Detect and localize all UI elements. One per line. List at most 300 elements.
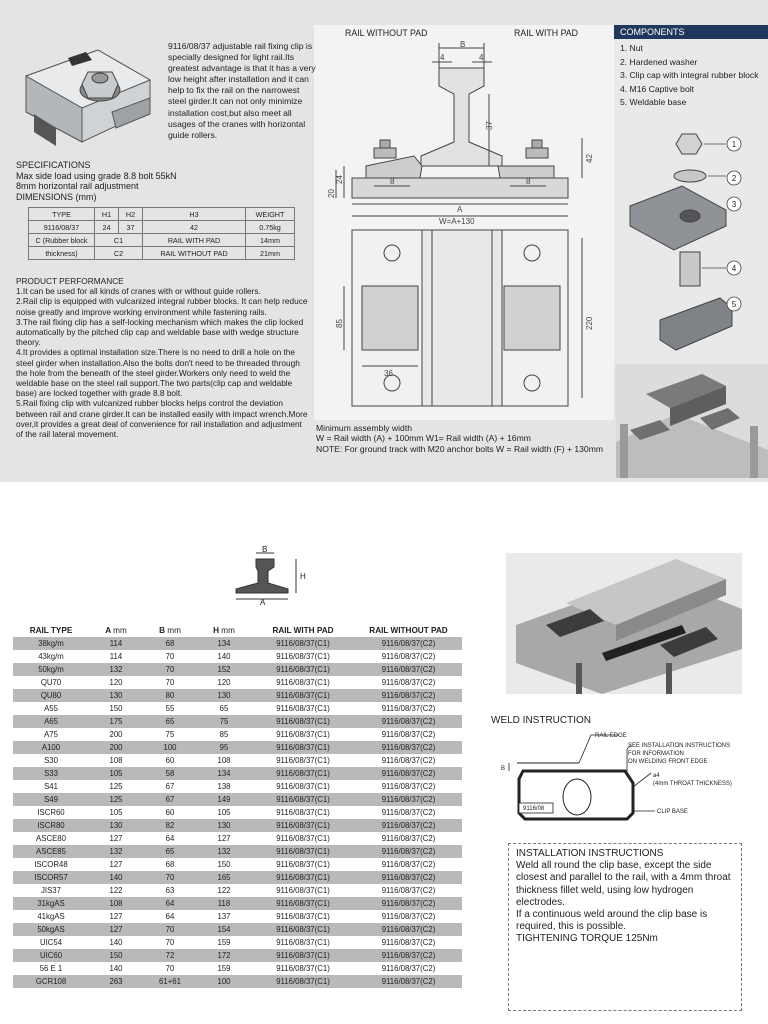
- a-cell: 140: [89, 871, 143, 884]
- a-cell: 122: [89, 884, 143, 897]
- with-pad-cell: 9116/08/37(C1): [251, 858, 355, 871]
- without-pad-cell: 9116/08/37(C2): [355, 845, 462, 858]
- table-row: [13, 962, 462, 975]
- rail-type-cell: ISCOR48: [13, 858, 89, 871]
- h-cell: 159: [197, 936, 251, 949]
- rail-type-cell: UIC54: [13, 936, 89, 949]
- col-header-with-pad: RAIL WITH PAD: [251, 623, 355, 637]
- b-cell: 80: [143, 689, 197, 702]
- weld-label-see-2: FOR INFORMATION: [628, 751, 684, 757]
- table-row: [13, 936, 462, 949]
- h-cell: 65: [197, 702, 251, 715]
- rail-with-pad-label: RAIL WITH PAD: [514, 28, 579, 38]
- component-item: 2. Hardened washer: [620, 56, 698, 67]
- b-cell: 75: [143, 728, 197, 741]
- b-cell: 70: [143, 923, 197, 936]
- rail-type-cell: A55: [13, 702, 89, 715]
- h-cell: 75: [197, 715, 251, 728]
- a-cell: 130: [89, 819, 143, 832]
- without-pad-cell: 9116/08/37(C2): [355, 936, 462, 949]
- performance-item: 4.It provides a optimal installation size.There is no need to drill a hole on the steel girder when installation.Also the bolts don't need to be threaded through the hole from the beneath of the steel girder.Workers only need to weld the weldable base on the steel rail support.The two parts(clip cap and weldable base) are locked together with grade 8.8 bolt.: [16, 347, 300, 399]
- install-paragraph: Weld all round the clip base, except the side closest and parallel to the rail, with a 4mm throat thickness fillet weld, using low hydrogen electrodes.: [516, 860, 731, 908]
- weldable-base-icon: [660, 298, 732, 350]
- without-pad-cell: 9116/08/37(C2): [355, 819, 462, 832]
- a-cell: 132: [89, 663, 143, 676]
- with-pad-cell: 9116/08/37(C1): [251, 897, 355, 910]
- dim-label-24: 24: [335, 175, 344, 184]
- table-row: [13, 949, 462, 962]
- without-pad-cell: 9116/08/37(C2): [355, 975, 462, 988]
- without-pad-cell: 9116/08/37(C2): [355, 897, 462, 910]
- dim-label-37: 37: [485, 121, 494, 130]
- a-cell: 140: [89, 962, 143, 975]
- table-row: [13, 637, 462, 650]
- h-cell: 100: [197, 975, 251, 988]
- profile-label-h: H: [300, 572, 306, 581]
- h-cell: 152: [197, 663, 251, 676]
- rail-type-cell: S49: [13, 793, 89, 806]
- with-pad-cell: 9116/08/37(C1): [251, 793, 355, 806]
- with-pad-cell: 9116/08/37(C1): [251, 728, 355, 741]
- rail-type-cell: 50kg/m: [13, 663, 89, 676]
- dim-header: TYPE: [29, 208, 95, 221]
- h-cell: 130: [197, 819, 251, 832]
- profile-label-a: A: [260, 598, 266, 605]
- rail-type-cell: ASCE80: [13, 832, 89, 845]
- a-cell: 130: [89, 689, 143, 702]
- dim-cell: C2: [95, 247, 143, 260]
- components-header: COMPONENTS: [614, 25, 768, 39]
- table-row: [13, 689, 462, 702]
- rail-type-cell: A100: [13, 741, 89, 754]
- a-cell: 127: [89, 923, 143, 936]
- dim-cell: RAIL WITH PAD: [143, 234, 246, 247]
- rail-clip-technical-drawing: [314, 38, 614, 418]
- h-cell: 149: [197, 793, 251, 806]
- components-list: [620, 42, 766, 110]
- dim-label-8: 8: [390, 177, 395, 186]
- with-pad-cell: 9116/08/37(C1): [251, 715, 355, 728]
- b-cell: 67: [143, 793, 197, 806]
- with-pad-cell: 9116/08/37(C1): [251, 975, 355, 988]
- weld-label-rail-edge: RAIL EDGE: [595, 733, 627, 739]
- dim-cell: 14mm: [246, 234, 295, 247]
- dimensions-header-row: [29, 208, 295, 221]
- h-cell: 134: [197, 767, 251, 780]
- table-row: [13, 884, 462, 897]
- without-pad-cell: 9116/08/37(C2): [355, 754, 462, 767]
- b-cell: 70: [143, 676, 197, 689]
- with-pad-cell: 9116/08/37(C1): [251, 806, 355, 819]
- install-torque: TIGHTENING TORQUE 125Nm: [516, 933, 658, 945]
- performance-title: PRODUCT PERFORMANCE: [16, 276, 124, 286]
- col-header-b: [143, 623, 197, 637]
- with-pad-cell: 9116/08/37(C1): [251, 884, 355, 897]
- without-pad-cell: 9116/08/37(C2): [355, 832, 462, 845]
- a-cell: 150: [89, 949, 143, 962]
- a-cell: 105: [89, 767, 143, 780]
- rail-type-cell: QU70: [13, 676, 89, 689]
- b-cell: 58: [143, 767, 197, 780]
- installation-photo-top: [616, 364, 768, 478]
- dim-label-w: W=A+130: [439, 217, 475, 226]
- h-cell: 165: [197, 871, 251, 884]
- dim-label-4: 4: [440, 53, 445, 62]
- b-cell: 67: [143, 780, 197, 793]
- without-pad-cell: 9116/08/37(C2): [355, 650, 462, 663]
- performance-item: 3.The rail fixing clip has a self-locking mechanism which makes the clip locked automatically by the pitched clip cap and weldable base with wedge structure theory.: [16, 316, 304, 348]
- without-pad-cell: 9116/08/37(C2): [355, 949, 462, 962]
- a-cell: 108: [89, 754, 143, 767]
- h-cell: 120: [197, 676, 251, 689]
- h-cell: 132: [197, 845, 251, 858]
- dimensions-row: [29, 234, 295, 247]
- minimum-assembly-width: [316, 423, 616, 454]
- dim-header: WEIGHT: [246, 208, 295, 221]
- table-row: [13, 923, 462, 936]
- install-paragraph: If a continuous weld around the clip base is required, this is possible.: [516, 909, 708, 933]
- rail-type-cell: ASCE85: [13, 845, 89, 858]
- dim-cell: 37: [119, 221, 143, 234]
- spec-line: Max side load using grade 8.8 bolt 55kN: [16, 170, 177, 181]
- component-item: 3. Clip cap with integral rubber block: [620, 70, 759, 81]
- weld-label-b: B: [501, 766, 506, 772]
- b-cell: 68: [143, 637, 197, 650]
- without-pad-cell: 9116/08/37(C2): [355, 767, 462, 780]
- a-cell: 125: [89, 780, 143, 793]
- col-header-rail-type: RAIL TYPE: [13, 623, 89, 637]
- weld-instruction-title: WELD INSTRUCTION: [491, 715, 591, 726]
- table-row: [13, 975, 462, 988]
- rail-type-cell: S30: [13, 754, 89, 767]
- col-header-h: [197, 623, 251, 637]
- col-header-h-unit: mm: [221, 625, 235, 635]
- table-row: [13, 871, 462, 884]
- b-cell: 65: [143, 845, 197, 858]
- without-pad-cell: 9116/08/37(C2): [355, 806, 462, 819]
- h-cell: 137: [197, 910, 251, 923]
- with-pad-cell: 9116/08/37(C1): [251, 754, 355, 767]
- b-cell: 70: [143, 663, 197, 676]
- without-pad-cell: 9116/08/37(C2): [355, 793, 462, 806]
- rail-clip-image: [12, 36, 160, 156]
- dim-label-a: A: [457, 205, 463, 214]
- table-row: [13, 845, 462, 858]
- without-pad-cell: 9116/08/37(C2): [355, 962, 462, 975]
- washer-icon: [674, 170, 706, 182]
- with-pad-cell: 9116/08/37(C1): [251, 767, 355, 780]
- h-cell: 118: [197, 897, 251, 910]
- clip-cap-icon: [630, 186, 726, 250]
- col-header-a-label: A: [105, 625, 111, 635]
- col-header-b-unit: mm: [167, 625, 181, 635]
- rail-type-cell: 50kgAS: [13, 923, 89, 936]
- table-row: [13, 728, 462, 741]
- weld-label-throat: (4mm THROAT THICKNESS): [653, 781, 732, 787]
- dimensions-row: [29, 247, 295, 260]
- dim-cell-c-label: C (Rubber block: [29, 234, 95, 247]
- performance-item: 5.Rail fixing clip with vulcanized rubber blocks helps control the deviation between rail and crane girder.It can be installed easily with impact wrench.More over,it provides a great deal of convenience for rail installation and adjustment of the rail lateral movement.: [16, 398, 308, 440]
- dim-label-4: 4: [479, 53, 484, 62]
- dim-cell: RAIL WITHOUT PAD: [143, 247, 246, 260]
- with-pad-cell: 9116/08/37(C1): [251, 832, 355, 845]
- performance-item: 2.Rail clip is equipped with vulcanized integral rubber blocks. It can help reduce noise greatly and improve working environment while fastening rails.: [16, 296, 308, 317]
- callout-4: 4: [731, 264, 737, 273]
- dim-cell: 9116/08/37: [29, 221, 95, 234]
- without-pad-cell: 9116/08/37(C2): [355, 923, 462, 936]
- without-pad-cell: 9116/08/37(C2): [355, 689, 462, 702]
- h-cell: 130: [197, 689, 251, 702]
- without-pad-cell: 9116/08/37(C2): [355, 637, 462, 650]
- b-cell: 70: [143, 871, 197, 884]
- a-cell: 200: [89, 728, 143, 741]
- h-cell: 134: [197, 637, 251, 650]
- without-pad-cell: 9116/08/37(C2): [355, 728, 462, 741]
- b-cell: 60: [143, 806, 197, 819]
- dim-cell: 24: [95, 221, 119, 234]
- weld-label-a4: a4: [653, 773, 660, 779]
- weld-label-see-3: ON WELDING FRONT EDGE: [628, 759, 708, 765]
- b-cell: 64: [143, 910, 197, 923]
- b-cell: 70: [143, 650, 197, 663]
- rail-type-cell: 38kg/m: [13, 637, 89, 650]
- without-pad-cell: 9116/08/37(C2): [355, 715, 462, 728]
- without-pad-cell: 9116/08/37(C2): [355, 910, 462, 923]
- col-header-a: [89, 623, 143, 637]
- weld-label-see-1: SEE INSTALLATION INSTRUCTIONS: [628, 743, 731, 749]
- with-pad-cell: 9116/08/37(C1): [251, 637, 355, 650]
- rail-type-cell: S33: [13, 767, 89, 780]
- dim-label-8: 8: [526, 177, 531, 186]
- b-cell: 70: [143, 936, 197, 949]
- table-row: [13, 754, 462, 767]
- a-cell: 140: [89, 936, 143, 949]
- min-width-note: NOTE: For ground track with M20 anchor bolts W = Rail width (F) + 130mm: [316, 443, 604, 454]
- spec-line: 8mm horizontal rail adjustment: [16, 181, 139, 192]
- with-pad-cell: 9116/08/37(C1): [251, 650, 355, 663]
- table-row: [13, 780, 462, 793]
- with-pad-cell: 9116/08/37(C1): [251, 676, 355, 689]
- dim-header: H2: [119, 208, 143, 221]
- rail-without-pad-label: RAIL WITHOUT PAD: [345, 28, 428, 38]
- b-cell: 70: [143, 962, 197, 975]
- table-row: [13, 910, 462, 923]
- without-pad-cell: 9116/08/37(C2): [355, 663, 462, 676]
- b-cell: 55: [143, 702, 197, 715]
- callout-1: 1: [731, 140, 737, 149]
- rail-type-cell: A75: [13, 728, 89, 741]
- component-item: 4. M16 Captive bolt: [620, 83, 695, 94]
- rail-type-cell: GCR108: [13, 975, 89, 988]
- min-width-line: Minimum assembly width: [316, 423, 412, 433]
- b-cell: 63: [143, 884, 197, 897]
- table-row: [13, 663, 462, 676]
- weld-label-clip-base: CLIP BASE: [657, 809, 688, 815]
- component-item: 1. Nut: [620, 43, 643, 53]
- weld-diagram: [495, 727, 745, 832]
- callout-5: 5: [731, 300, 737, 309]
- dim-label-20: 20: [327, 189, 336, 198]
- dim-cell-c-label: thickness): [29, 247, 95, 260]
- rail-type-cell: 56 E 1: [13, 962, 89, 975]
- h-cell: 140: [197, 650, 251, 663]
- with-pad-cell: 9116/08/37(C1): [251, 663, 355, 676]
- rail-type-cell: JIS37: [13, 884, 89, 897]
- table-row: [13, 767, 462, 780]
- rail-type-cell: 43kg/m: [13, 650, 89, 663]
- b-cell: 64: [143, 897, 197, 910]
- a-cell: 127: [89, 910, 143, 923]
- exploded-components-view: [620, 128, 766, 360]
- table-row: [13, 819, 462, 832]
- without-pad-cell: 9116/08/37(C2): [355, 884, 462, 897]
- a-cell: 114: [89, 637, 143, 650]
- dim-cell: 42: [143, 221, 246, 234]
- rail-table-header-row: [13, 623, 462, 637]
- dimensions-row: [29, 221, 295, 234]
- h-cell: 108: [197, 754, 251, 767]
- dim-cell: 21mm: [246, 247, 295, 260]
- product-performance: [16, 276, 311, 439]
- h-cell: 95: [197, 741, 251, 754]
- rail-type-cell: S41: [13, 780, 89, 793]
- with-pad-cell: 9116/08/37(C1): [251, 845, 355, 858]
- a-cell: 120: [89, 676, 143, 689]
- rail-type-cell: ISCR60: [13, 806, 89, 819]
- captive-bolt-icon: [680, 252, 700, 286]
- with-pad-cell: 9116/08/37(C1): [251, 910, 355, 923]
- table-row: [13, 650, 462, 663]
- with-pad-cell: 9116/08/37(C1): [251, 741, 355, 754]
- dim-cell: 0.75kg: [246, 221, 295, 234]
- table-row: [13, 715, 462, 728]
- without-pad-cell: 9116/08/37(C2): [355, 702, 462, 715]
- without-pad-cell: 9116/08/37(C2): [355, 858, 462, 871]
- table-row: [13, 858, 462, 871]
- col-header-h-label: H: [213, 625, 219, 635]
- without-pad-cell: 9116/08/37(C2): [355, 780, 462, 793]
- h-cell: 127: [197, 832, 251, 845]
- rail-profile-sketch: [230, 545, 320, 605]
- dim-header: H1: [95, 208, 119, 221]
- table-row: [13, 793, 462, 806]
- product-intro: 9116/08/37 adjustable rail fixing clip is specially designed for light rail.Its greatest advantage is that it has a very low height after installation and it can help to fix the rail on the narrowest steel girder.It can not only minimize installation cost,but also meet all usages of the cranes with horizontal guide rollers.: [168, 41, 316, 140]
- h-cell: 154: [197, 923, 251, 936]
- dim-label-36: 36: [384, 369, 393, 378]
- install-title: INSTALLATION INSTRUCTIONS: [516, 848, 664, 859]
- with-pad-cell: 9116/08/37(C1): [251, 936, 355, 949]
- dimensions-table: [28, 207, 295, 260]
- callout-2: 2: [731, 174, 737, 183]
- specifications: [16, 160, 306, 202]
- dim-label-220: 220: [585, 316, 594, 330]
- table-row: [13, 676, 462, 689]
- dim-label-b: B: [460, 40, 466, 49]
- weld-label-part-no: 9116/08: [523, 806, 545, 812]
- a-cell: 105: [89, 806, 143, 819]
- table-row: [13, 897, 462, 910]
- table-row: [13, 741, 462, 754]
- b-cell: 64: [143, 832, 197, 845]
- a-cell: 200: [89, 741, 143, 754]
- with-pad-cell: 9116/08/37(C1): [251, 949, 355, 962]
- h-cell: 85: [197, 728, 251, 741]
- with-pad-cell: 9116/08/37(C1): [251, 962, 355, 975]
- a-cell: 127: [89, 858, 143, 871]
- a-cell: 108: [89, 897, 143, 910]
- h-cell: 159: [197, 962, 251, 975]
- a-cell: 125: [89, 793, 143, 806]
- component-item: 5. Weldable base: [620, 97, 687, 108]
- dim-header: H3: [143, 208, 246, 221]
- profile-label-b: B: [262, 545, 268, 554]
- h-cell: 150: [197, 858, 251, 871]
- dim-label-42: 42: [585, 154, 594, 163]
- b-cell: 100: [143, 741, 197, 754]
- col-header-b-label: B: [159, 625, 165, 635]
- dim-label-85: 85: [335, 319, 344, 328]
- rail-type-cell: 31kgAS: [13, 897, 89, 910]
- dim-cell: C1: [95, 234, 143, 247]
- h-cell: 138: [197, 780, 251, 793]
- a-cell: 175: [89, 715, 143, 728]
- with-pad-cell: 9116/08/37(C1): [251, 689, 355, 702]
- rail-type-cell: QU80: [13, 689, 89, 702]
- rail-type-table: [13, 623, 462, 988]
- spec-line: DIMENSIONS (mm): [16, 191, 97, 202]
- rail-type-cell: 41kgAS: [13, 910, 89, 923]
- rail-type-cell: UIC60: [13, 949, 89, 962]
- b-cell: 72: [143, 949, 197, 962]
- rail-type-cell: ISCR80: [13, 819, 89, 832]
- a-cell: 263: [89, 975, 143, 988]
- with-pad-cell: 9116/08/37(C1): [251, 871, 355, 884]
- nut-icon: [676, 134, 702, 154]
- h-cell: 105: [197, 806, 251, 819]
- h-cell: 172: [197, 949, 251, 962]
- specifications-title: SPECIFICATIONS: [16, 160, 91, 170]
- with-pad-cell: 9116/08/37(C1): [251, 819, 355, 832]
- min-width-line: W = Rail width (A) + 100mm W1= Rail width (A) + 16mm: [316, 433, 531, 444]
- table-row: [13, 806, 462, 819]
- a-cell: 127: [89, 832, 143, 845]
- b-cell: 60: [143, 754, 197, 767]
- b-cell: 65: [143, 715, 197, 728]
- table-row: [13, 832, 462, 845]
- callout-3: 3: [731, 200, 737, 209]
- b-cell: 82: [143, 819, 197, 832]
- with-pad-cell: 9116/08/37(C1): [251, 702, 355, 715]
- installation-photo-bottom: [506, 553, 742, 694]
- h-cell: 122: [197, 884, 251, 897]
- with-pad-cell: 9116/08/37(C1): [251, 780, 355, 793]
- col-header-a-unit: mm: [113, 625, 127, 635]
- b-cell: 68: [143, 858, 197, 871]
- rail-type-cell: ISCOR57: [13, 871, 89, 884]
- a-cell: 132: [89, 845, 143, 858]
- col-header-without-pad: RAIL WITHOUT PAD: [355, 623, 462, 637]
- with-pad-cell: 9116/08/37(C1): [251, 923, 355, 936]
- installation-instructions: [508, 843, 742, 1011]
- without-pad-cell: 9116/08/37(C2): [355, 741, 462, 754]
- without-pad-cell: 9116/08/37(C2): [355, 871, 462, 884]
- a-cell: 114: [89, 650, 143, 663]
- without-pad-cell: 9116/08/37(C2): [355, 676, 462, 689]
- a-cell: 150: [89, 702, 143, 715]
- rail-type-cell: A65: [13, 715, 89, 728]
- performance-item: 1.It can be used for all kinds of cranes with or without guide rollers.: [16, 286, 261, 297]
- b-cell: 61+61: [143, 975, 197, 988]
